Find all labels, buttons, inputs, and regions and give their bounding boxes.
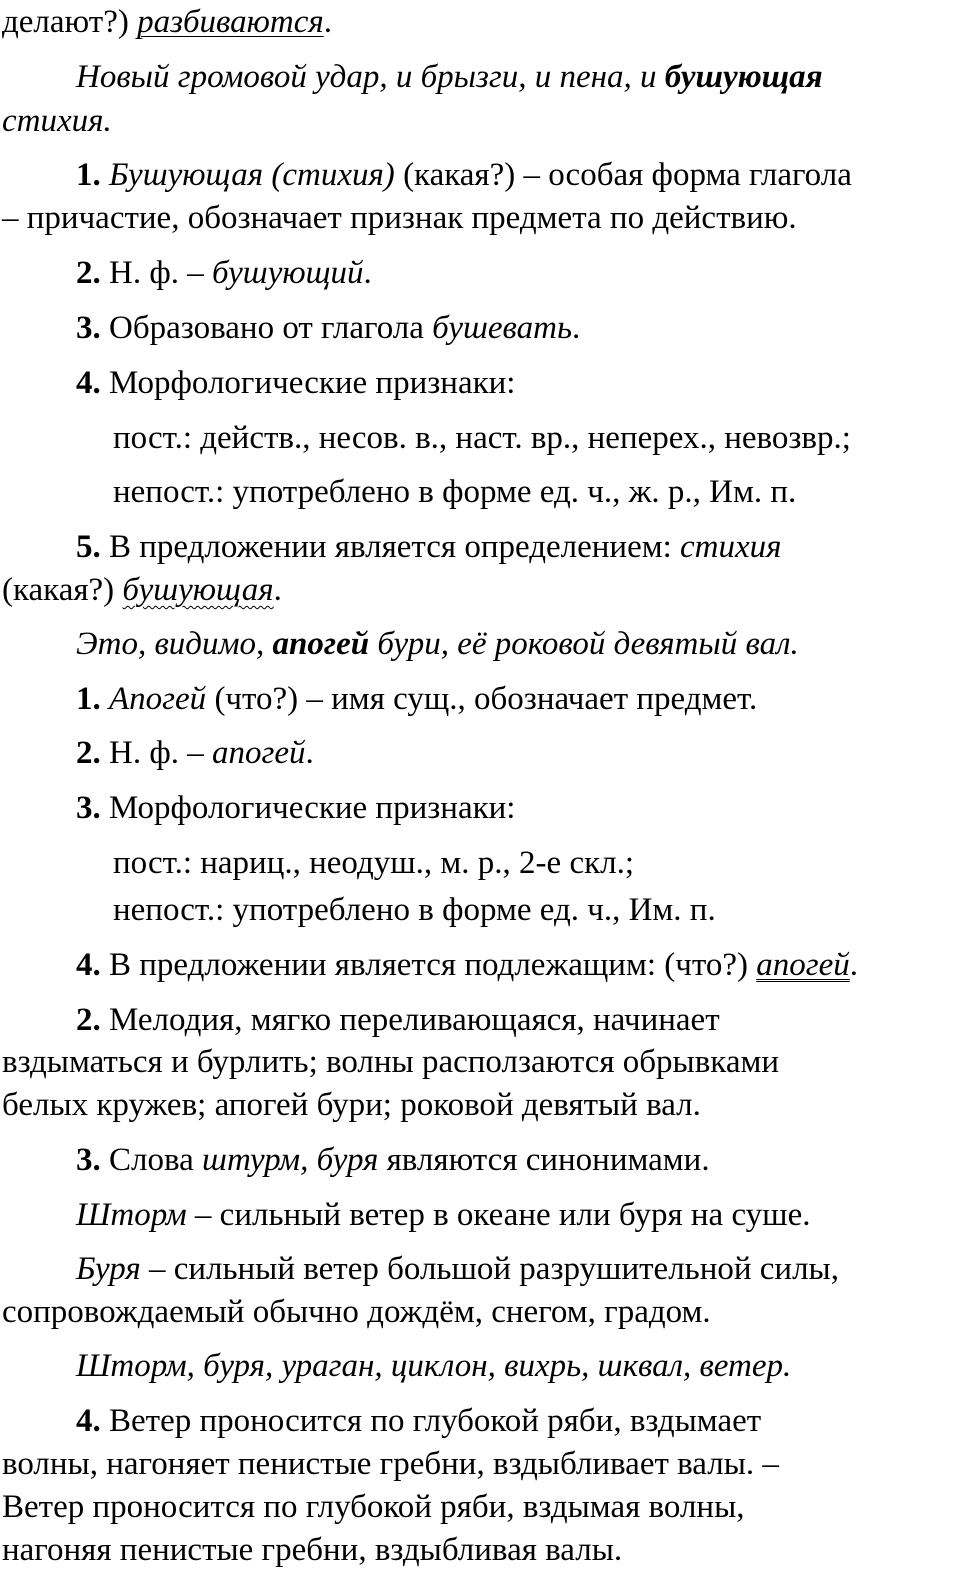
item-number: 4.	[76, 365, 101, 401]
text-line	[2, 570, 282, 610]
text-punct: .	[273, 572, 282, 608]
text-italic: Шторм, буря, ураган, циклон, вихрь, шквал, ветер.	[76, 1348, 792, 1384]
highlighted-word: апогей	[272, 626, 370, 662]
text-plain: – сильный ветер большой разрушительной силы,	[140, 1251, 839, 1287]
list-item	[76, 733, 314, 773]
list-item	[76, 253, 372, 293]
item-number: 1.	[76, 157, 101, 193]
text-line	[2, 1042, 779, 1082]
text-italic: бушующий	[211, 255, 364, 291]
text-line	[113, 843, 634, 883]
definition-line	[76, 1249, 839, 1289]
example-sentence	[76, 624, 799, 664]
text-italic: Новый громовой удар, и брызги, и пена, и	[76, 59, 665, 95]
text-italic: штурм, буря	[202, 1142, 379, 1178]
item-number: 4.	[76, 1403, 101, 1439]
text-italic: стихия.	[2, 103, 112, 139]
text-italic: Апогей	[109, 681, 207, 717]
attribute-word: бушующая	[122, 572, 274, 608]
text-punct: .	[305, 735, 314, 771]
text-plain: Мелодия, мягко переливающаяся, начинает	[100, 1002, 720, 1038]
term-word: Буря	[76, 1251, 141, 1287]
text-punct: .	[363, 255, 372, 291]
text-plain: (что?) – имя сущ., обозначает предмет.	[206, 681, 758, 717]
term-word: Шторм	[76, 1197, 187, 1233]
text-plain: Ветер проносится по глубокой ряби, вздымая волны,	[2, 1489, 745, 1525]
list-item	[76, 679, 757, 719]
text-line	[113, 418, 851, 458]
synonym-row	[76, 1346, 791, 1386]
item-number: 3.	[76, 790, 101, 826]
list-item	[76, 308, 580, 348]
definition-line	[76, 1195, 810, 1235]
text-italic: бури, её роковой девятый вал.	[369, 626, 799, 662]
text-italic: апогей	[211, 735, 306, 771]
text-punct: .	[323, 4, 332, 40]
item-number: 2.	[76, 255, 101, 291]
list-item	[76, 1000, 720, 1040]
text-plain: Н. ф. –	[100, 735, 212, 771]
text-plain: непост.: употреблено в форме ед. ч., Им. п.	[113, 892, 716, 928]
list-item	[76, 1140, 710, 1180]
text-plain: В предложении является определением:	[100, 529, 681, 565]
text-plain: нагоняя пенистые гребни, вздыбливая валы.	[2, 1532, 623, 1568]
text-line	[113, 472, 796, 512]
text-line	[2, 198, 797, 238]
text-plain: белых кружев; апогей бури; роковой девятый вал.	[2, 1087, 701, 1123]
text-plain: Морфологические признаки:	[100, 790, 516, 826]
list-item	[76, 1401, 761, 1441]
text-line	[2, 1487, 745, 1527]
item-number: 3.	[76, 310, 101, 346]
list-item	[76, 527, 782, 567]
text-plain: являются синонимами.	[378, 1142, 710, 1178]
text-plain: Н. ф. –	[100, 255, 212, 291]
text-line	[113, 890, 716, 930]
item-number: 4.	[76, 947, 101, 983]
text-plain: – причастие, обозначает признак предмета по действию.	[2, 200, 797, 236]
predicate-word: разбиваются	[137, 4, 324, 40]
text-punct: .	[572, 310, 581, 346]
list-item	[76, 945, 858, 985]
text-italic: Бушующая (стихия)	[109, 157, 395, 193]
text-line	[2, 1085, 701, 1125]
list-item	[76, 155, 852, 195]
text-line	[2, 1292, 711, 1332]
example-sentence	[2, 101, 112, 141]
text-plain: делают?)	[2, 4, 138, 40]
text-plain: (какая?) – особая форма глагола	[394, 157, 852, 193]
item-number: 5.	[76, 529, 101, 565]
text-plain: В предложении является подлежащим: (что?)	[100, 947, 757, 983]
list-item	[76, 788, 515, 828]
text-punct: .	[849, 947, 859, 983]
text-plain: пост.: действ., несов. в., наст. вр., неперех., невозвр.;	[113, 420, 851, 456]
text-plain: непост.: употреблено в форме ед. ч., ж. р., Им. п.	[113, 474, 797, 510]
text-line	[2, 1530, 622, 1570]
text-plain: вздыматься и бурлить; волны расползаются обрывками	[2, 1044, 780, 1080]
text-line	[2, 2, 332, 42]
text-italic: Это, видимо,	[76, 626, 273, 662]
item-number: 2.	[76, 735, 101, 771]
highlighted-word: бушующая	[664, 59, 823, 95]
text-plain: Образовано от глагола	[100, 310, 433, 346]
text-line	[2, 1444, 779, 1484]
subject-word: апогей	[756, 947, 850, 983]
text-plain: – сильный ветер в океане или буря на суше.	[186, 1197, 811, 1233]
item-number: 2.	[76, 1002, 101, 1038]
text-plain: Ветер проносится по глубокой ряби, вздымает	[100, 1403, 762, 1439]
text-plain: сопровождаемый обычно дождём, снегом, градом.	[2, 1294, 711, 1330]
text-plain: пост.: нариц., неодуш., м. р., 2-е скл.;	[113, 845, 635, 881]
text-italic: стихия	[680, 529, 782, 565]
text-italic: бушевать	[432, 310, 572, 346]
item-number: 3.	[76, 1142, 101, 1178]
text-plain: волны, нагоняет пенистые гребни, вздыбливает валы. –	[2, 1446, 779, 1482]
text-plain: (какая?)	[2, 572, 123, 608]
example-sentence	[76, 57, 823, 97]
list-item	[76, 363, 515, 403]
text-plain: Слова	[100, 1142, 203, 1178]
item-number: 1.	[76, 681, 101, 717]
text-plain: Морфологические признаки:	[100, 365, 516, 401]
